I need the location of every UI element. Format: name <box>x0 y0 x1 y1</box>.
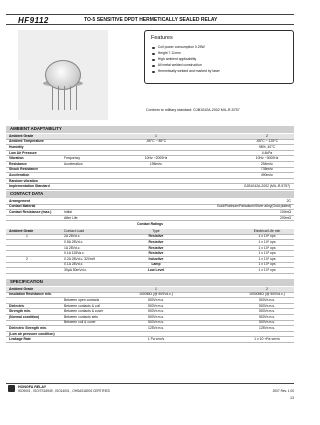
grade2-value: 500Vr.m.s. <box>258 309 276 314</box>
contact-table <box>6 199 294 221</box>
grade2-value: 2 <box>266 133 268 138</box>
row-sublabel: Between open contacts <box>64 298 100 303</box>
bullet-icon <box>152 53 155 56</box>
row-label: Contact Material <box>9 204 36 209</box>
row-value: 2C <box>286 198 291 203</box>
features-box <box>144 30 294 84</box>
grade1-value: 1 Pa·cm³/s <box>147 337 165 342</box>
row-label: Acceleration <box>9 173 30 178</box>
row-label: Humidity <box>9 145 24 150</box>
spec-table <box>6 287 294 343</box>
rating-life: 1 x 10⁵ ops <box>258 262 276 267</box>
bullet-icon <box>152 59 155 62</box>
footer-certifications: ISO9001 , ISO/TS16949 , ISO14001 , OHSAS18001 CERTIFIED <box>18 389 110 393</box>
row-sublabel: Acceleration <box>64 161 83 166</box>
rating-type: Resistive <box>148 245 164 250</box>
ambient-table <box>6 134 294 190</box>
rating-load: 0.2A 28Vd.c. 320mH <box>64 256 96 261</box>
rating-life: 1 x 10⁵ ops <box>258 268 276 273</box>
grade2-value: 500Vr.m.s. <box>258 320 276 325</box>
row-sublabel: Initial <box>64 210 72 215</box>
product-title: TO-5 SENSITIVE DPDT HERMETICALLY SEALED RELAY <box>84 16 218 23</box>
relay-pin <box>52 86 53 110</box>
grade1-value: 125Vr.m.s. <box>147 326 165 331</box>
product-photo <box>18 30 108 120</box>
row-label: Random vibration <box>9 178 38 183</box>
section-bar-ambient <box>6 126 294 133</box>
row-label: Ambient Grade <box>9 133 34 138</box>
feature-text: Coil power consumption 0.25W <box>157 45 205 50</box>
ratings-header-grade: Ambient Grade <box>9 228 34 233</box>
conformance-statement: Conform to military standard: GJB1042A-2002 MIL-R-5757 <box>146 108 240 112</box>
row-label: Resistance <box>9 161 27 166</box>
grade1-value: 196m/s² <box>149 161 163 166</box>
footer-brand: HONGFA RELAY <box>18 385 47 389</box>
rating-grade: 1 <box>26 234 28 239</box>
model-number: HF9112 <box>18 16 49 25</box>
section-title-spec: SPECIFICATION <box>10 279 43 284</box>
row-label: Dielectric <box>9 303 25 308</box>
ratings-row <box>6 268 294 274</box>
row-sublabel: Between contacts sets <box>64 314 98 319</box>
rating-load: 0.1A 28Vd.c. <box>64 262 84 267</box>
grade2-value: 4.4kPa <box>261 150 273 155</box>
row-label: Vibration <box>9 156 24 161</box>
rating-load: 2A 28Vd.c. <box>64 234 81 239</box>
bullet-icon <box>152 71 155 74</box>
grade1-value: 500Vr.m.s. <box>147 303 165 308</box>
grade1-value: 500Vr.m.s. <box>147 298 165 303</box>
row-label: Arrangement <box>9 198 31 203</box>
contact-row <box>6 216 294 222</box>
grade1-value: 10Hz ~2000Hz <box>144 156 168 161</box>
relay-pin <box>64 86 65 110</box>
feature-text: High ambient applicability <box>157 57 197 62</box>
grade1-value: -55°C ~ 85°C <box>145 139 167 144</box>
ambient-row <box>6 184 294 190</box>
grade1-value: 500Vr.m.s. <box>147 314 165 319</box>
row-sublabel: Frequency <box>64 156 81 161</box>
rating-load: 1A 28Vd.c. <box>64 245 81 250</box>
row-sublabel: Between contacts & cover <box>64 309 104 314</box>
rating-type: Lamp <box>151 262 161 267</box>
grade2-value: 10000MΩ (@ 500Vd.c.) <box>249 292 285 297</box>
relay-pin <box>58 86 59 110</box>
feature-text: Height 7.11mm <box>157 51 181 56</box>
grade2-value: 490m/s² <box>260 173 274 178</box>
grade2-value: 500Vr.m.s. <box>258 314 276 319</box>
grade2-value: -65°C ~ 125°C <box>255 139 279 144</box>
bullet-icon <box>152 65 155 68</box>
section-bar-contact <box>6 191 294 198</box>
rating-life: 1 x 10⁵ ops <box>258 256 276 261</box>
grade1-value: 500Vr.m.s. <box>147 320 165 325</box>
grade2-value: 98%, 40°C <box>258 145 276 150</box>
row-sublabel: Between contacts & coil <box>64 303 100 308</box>
rating-load: 30μA 50mVd.c. <box>64 268 88 273</box>
row-value: 100mΩ <box>279 210 291 215</box>
footer-edition: 2007 Rev. 1.00 <box>272 389 294 393</box>
relay-pin <box>76 86 77 110</box>
hongfa-logo-icon <box>8 385 15 392</box>
ratings-header-type: Type <box>152 228 160 233</box>
row-label: (Normal condition) <box>9 314 40 319</box>
features-title: Features <box>151 35 173 41</box>
row-label: (Low air pressure condition) <box>9 331 55 336</box>
row-value: Gold/Platinum/Palladium/Silver alloy(Gold plated) <box>216 204 291 209</box>
grade2-value: 294m/s² <box>260 161 274 166</box>
row-label: Strength min. <box>9 309 31 314</box>
grade2-value: 10Hz ~3000Hz <box>255 156 279 161</box>
grade2-value: 500Vr.m.s. <box>258 298 276 303</box>
page-header <box>6 14 294 25</box>
row-label: Leakage Rate <box>9 337 31 342</box>
rating-grade: 2 <box>26 256 28 261</box>
grade2-value: 125Vr.m.s. <box>258 326 276 331</box>
rating-life: 1 x 10⁵ ops <box>258 251 276 256</box>
row-label: Low Air Pressure <box>9 150 37 155</box>
rating-type: Low Level <box>147 268 165 273</box>
section-bar-spec <box>6 279 294 286</box>
rating-life: 1 x 10⁵ ops <box>258 234 276 239</box>
grade2-value: 2 <box>266 286 268 291</box>
row-label: Implementation Standard <box>9 184 50 189</box>
rating-life: 1 x 10⁵ ops <box>258 240 276 245</box>
rating-type: Inductive <box>148 256 164 261</box>
rating-life: 1 x 10⁵ ops <box>258 245 276 250</box>
footer-divider <box>6 383 294 384</box>
grade2-value: 500Vr.m.s. <box>258 303 276 308</box>
row-value: 200mΩ <box>279 215 291 220</box>
ratings-table <box>6 229 294 274</box>
row-sublabel: After Life <box>64 215 78 220</box>
section-title-contact: CONTACT DATA <box>10 191 44 196</box>
ratings-caption: Contact Ratings <box>137 222 163 226</box>
rating-load: 0.1A 115Va.c. <box>64 251 85 256</box>
grade2-value: 735m/s² <box>260 167 274 172</box>
rating-load: 0.5A 28Vd.c. <box>64 240 84 245</box>
grade1-value: 1 <box>155 286 157 291</box>
row-label: Shock Resistance <box>9 167 39 172</box>
feature-item <box>152 69 220 75</box>
feature-list <box>152 45 220 75</box>
page-number: 13 <box>290 396 294 400</box>
ratings-header-life: Electrical Life min <box>253 228 281 233</box>
ratings-header-load: Contact Load <box>64 228 85 233</box>
row-label: Ambient Temperature <box>9 139 44 144</box>
row-sublabel: Between coil & cover <box>64 320 96 325</box>
row-label: Dielectric Strength min. <box>9 326 48 331</box>
grade2-value: 1 x 10⁻³Pa·cm³/s <box>254 337 280 342</box>
relay-pin <box>70 86 71 110</box>
row-label: Ambient Grade <box>9 286 34 291</box>
feature-text: Hermetically welded and marked by laser <box>157 69 220 74</box>
spec-row <box>6 337 294 343</box>
rating-type: Resistive <box>148 240 164 245</box>
row-label: Contact Resistance (max.) <box>9 210 52 215</box>
section-title-ambient: AMBIENT ADAPTABILITY <box>10 126 62 131</box>
grade2-value: GJB1042A-2002 (MIL-R-5757) <box>243 184 291 189</box>
grade1-value: 1000MΩ (@ 500Vd.c.) <box>139 292 173 297</box>
bullet-icon <box>152 47 155 50</box>
feature-text: All metal welded construction <box>157 63 202 68</box>
row-label: Insulation Resistance min. <box>9 292 52 297</box>
rating-type: Resistive <box>148 234 164 239</box>
grade1-value: 500Vr.m.s. <box>147 309 165 314</box>
rating-type: Resistive <box>148 251 164 256</box>
grade1-value: 1 <box>155 133 157 138</box>
